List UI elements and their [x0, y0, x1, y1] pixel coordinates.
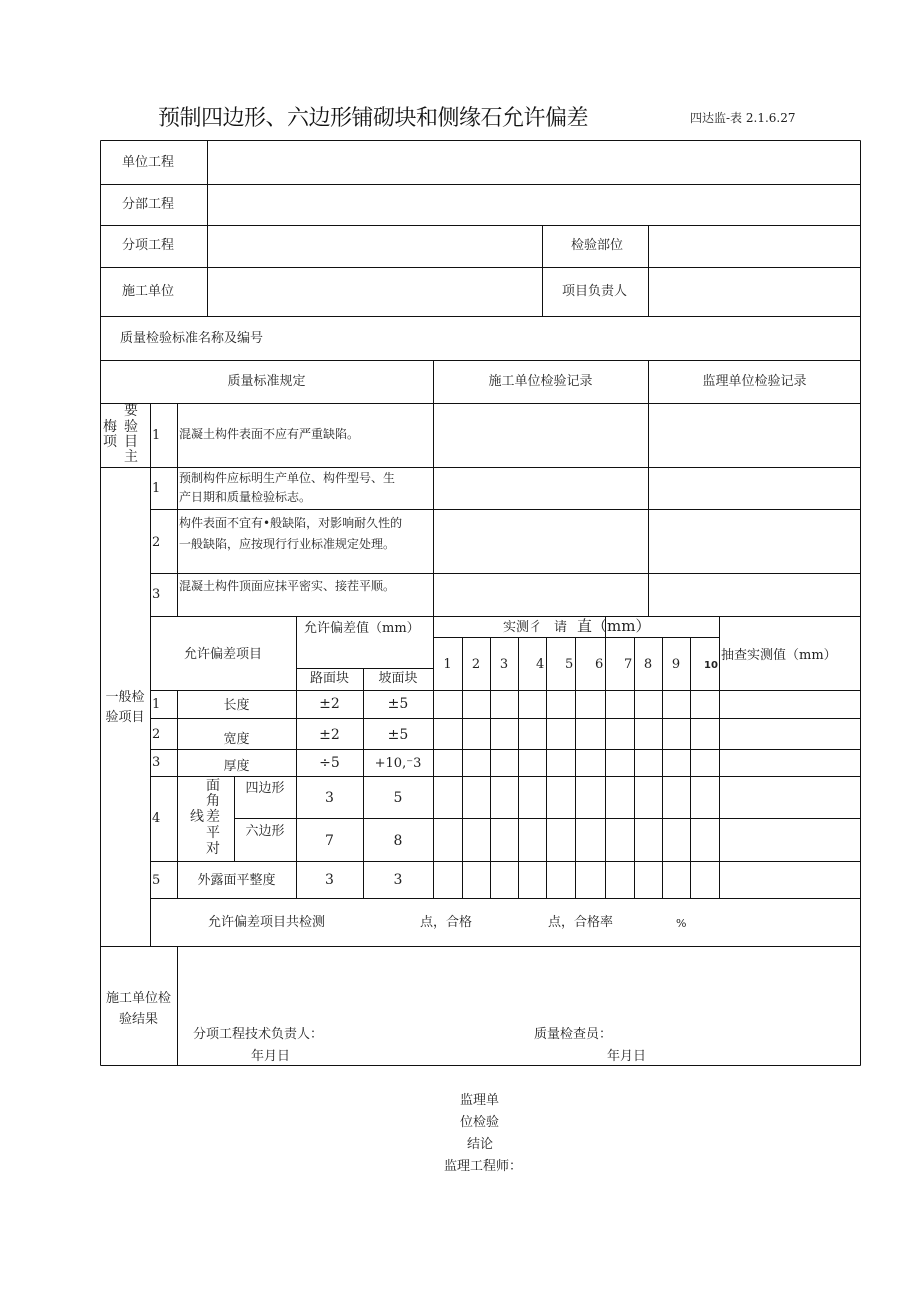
road-block-value: ±2: [319, 727, 340, 743]
summary-text: 点，合格率: [548, 915, 614, 930]
slope-block-value: +10,⁻3: [374, 756, 422, 771]
slope-block-header: 坡面块: [378, 671, 418, 686]
general-item-number: 2: [152, 535, 161, 550]
general-item-text: [179, 469, 395, 507]
main-item-number: 1: [152, 428, 161, 443]
measured-header-part: 直（mm）: [577, 617, 651, 635]
tolerance-row-name: 宽度: [223, 732, 250, 747]
general-item-number: 1: [152, 481, 161, 496]
main-control-char: 梅: [103, 419, 117, 435]
slope-block-value: 8: [393, 833, 403, 849]
general-label-line: 验项目: [105, 710, 145, 725]
main-control-char: 要: [124, 403, 138, 419]
result-label-line: 施工单位检: [105, 991, 171, 1006]
general-items-label: [100, 688, 150, 728]
angle-diff-char: 面: [206, 778, 220, 794]
subitem-project-label: 分项工程: [122, 238, 175, 253]
main-control-char: 目: [124, 434, 138, 450]
tech-leader-label: 分项工程技术负责人：: [193, 1027, 324, 1042]
summary-text: 点，合格: [420, 915, 473, 930]
date-right: 年月日: [607, 1049, 647, 1064]
tolerance-row-number: 2: [152, 727, 161, 742]
road-block-value: ±2: [319, 696, 340, 712]
supervision-conclusion-line: 结论: [467, 1137, 494, 1152]
slope-block-value: ±5: [387, 727, 409, 743]
general-item-text: 混凝土构件顶面应抹平密实、接茬平顺。: [179, 579, 396, 593]
angle-diff-char: 角: [206, 793, 220, 809]
tolerance-row-name: 长度: [223, 698, 250, 713]
general-label-line: 一般检: [105, 690, 145, 705]
summary-text: 允许偏差项目共检测: [208, 915, 326, 930]
general-item-line: 构件表面不宜有•般缺陷，对影响耐久性的: [179, 516, 403, 530]
angle-diff-char: 平: [206, 825, 220, 841]
main-control-char: 验: [124, 419, 138, 435]
inspection-location-label: 检验部位: [571, 238, 624, 253]
road-block-value: 3: [325, 872, 334, 888]
road-block-value: 7: [325, 833, 334, 849]
point-number: 3: [499, 657, 509, 672]
page-title: 预制四边形、六边形铺砌块和侧缘石允许偏差: [158, 106, 589, 131]
angle-diff-char: 差: [206, 809, 220, 825]
tolerance-row-number: 4: [152, 811, 161, 826]
point-number: 4: [536, 657, 545, 672]
main-control-char: 项: [103, 434, 117, 450]
tolerance-value-header: 允许偏差值（mm）: [304, 621, 420, 636]
point-number: 10: [704, 660, 718, 671]
tolerance-row-name: 厚度: [223, 759, 250, 774]
main-control-char: 主: [124, 449, 138, 465]
slope-block-value: 3: [393, 872, 403, 888]
tolerance-row-number: 3: [152, 755, 161, 770]
quality-standard-header: 质量标准规定: [227, 374, 306, 389]
road-block-value: 3: [325, 790, 334, 806]
point-number: 7: [624, 657, 633, 672]
general-item-number: 3: [152, 587, 161, 602]
tolerance-row-name: 外露面平整度: [197, 873, 276, 888]
point-number: 9: [671, 657, 681, 672]
construction-result-label: [100, 988, 177, 1030]
tolerance-row-number: 5: [152, 873, 161, 888]
shape-label: 四边形: [245, 781, 285, 796]
supervision-record-header: 监理单位检验记录: [702, 374, 807, 389]
point-number: 6: [595, 657, 604, 672]
inspection-form-table: [100, 140, 861, 1066]
slope-block-value: 5: [393, 790, 403, 806]
measured-header-part: 请: [554, 620, 568, 635]
road-block-header: 路面块: [309, 671, 349, 686]
unit-project-label: 单位工程: [122, 155, 175, 170]
measured-header-part: 实测彳: [503, 620, 543, 635]
point-number: 2: [471, 657, 481, 672]
general-item-line: 预制构件应标明生产单位、构件型号、生: [179, 471, 396, 485]
point-number: 1: [443, 657, 452, 672]
main-item-text: 混凝土构件表面不应有严重缺陷。: [179, 427, 360, 441]
standard-name-label: 质量检验标准名称及编号: [120, 331, 264, 346]
general-item-text: [179, 513, 402, 555]
point-number: 5: [565, 657, 574, 672]
project-leader-label: 项目负责人: [562, 284, 628, 299]
supervision-conclusion-line: 监理单: [460, 1093, 500, 1108]
tolerance-row-number: 1: [152, 697, 161, 712]
general-item-line: 一般缺陷，应按现行行业标准规定处理。: [179, 537, 396, 551]
angle-diff-char: 对: [206, 841, 220, 857]
quality-inspector-label: 质量检查员：: [534, 1027, 613, 1042]
supervision-conclusion-line: 位检验: [460, 1115, 500, 1130]
slope-block-value: ±5: [387, 696, 409, 712]
supervision-engineer-label: 监理工程师：: [444, 1159, 523, 1174]
angle-diff-char: 线: [190, 809, 204, 825]
point-number: 8: [643, 657, 653, 672]
general-item-line: 产日期和质量检验标志。: [179, 490, 312, 504]
form-number: 四达监-表 2.1.6.27: [690, 111, 796, 125]
shape-label: 六边形: [245, 824, 285, 839]
sample-values-header: 抽查实测值（mm）: [721, 648, 837, 663]
road-block-value: ÷5: [319, 755, 340, 771]
tolerance-item-header: 允许偏差项目: [183, 647, 262, 662]
result-label-line: 验结果: [118, 1012, 158, 1027]
division-project-label: 分部工程: [122, 197, 175, 212]
summary-text: %: [676, 917, 687, 930]
construction-unit-label: 施工单位: [122, 284, 175, 299]
construction-record-header: 施工单位检验记录: [488, 374, 593, 389]
date-left: 年月日: [251, 1049, 291, 1064]
